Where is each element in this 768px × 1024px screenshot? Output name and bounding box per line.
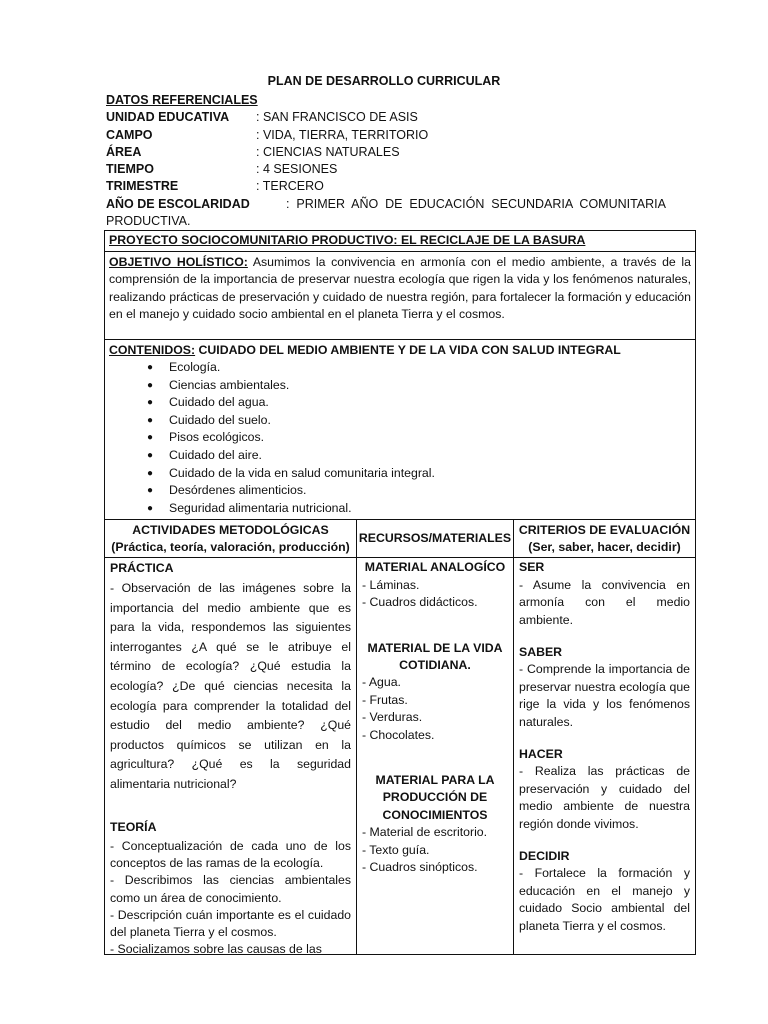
recursos-column: [357, 520, 514, 954]
activities-grid: [105, 520, 695, 954]
header-line: CRITERIOS DE EVALUACIÓN: [518, 522, 691, 537]
ref-label: TRIMESTRE: [106, 179, 179, 194]
referenciales-heading: DATOS REFERENCIALES: [106, 93, 258, 107]
contenidos-title: CUIDADO DEL MEDIO AMBIENTE Y DE LA VIDA CON SALUD INTEGRAL: [195, 342, 621, 357]
anio-label: AÑO DE ESCOLARIDAD: [106, 196, 250, 211]
criterio-title: HACER: [519, 747, 563, 761]
list-item: ● Ciencias ambientales.: [169, 377, 691, 395]
contenidos-label: CONTENIDOS:: [109, 342, 196, 357]
ref-label: UNIDAD EDUCATIVA: [106, 110, 230, 125]
ref-row: [106, 109, 666, 126]
ref-row: [106, 178, 666, 195]
ref-value: : CIENCIAS NATURALES: [256, 144, 400, 159]
criterio-text: - Comprende la importancia de preservar nuestra ecología que rige la vida y los fenómenos naturales.: [519, 662, 690, 729]
ref-value: : VIDA, TIERRA, TERRITORIO: [256, 127, 429, 142]
criterio-title: DECIDIR: [519, 849, 570, 864]
teoria-title: TEORÍA: [110, 820, 157, 835]
criterios-column: [514, 520, 695, 954]
list-item: ● Ecología.: [169, 359, 691, 377]
objetivo-label: OBJETIVO HOLÍSTICO:: [109, 254, 248, 269]
header-line: (Práctica, teoría, valoración, producción): [111, 539, 350, 554]
header-line: (Ser, saber, hacer, decidir): [528, 539, 681, 554]
objetivo-text: Asumimos la convivencia en armonía con el medio ambiente, a través de la comprensión de la importancia de preservar nuestra ecología que rigen la vida y los fenómenos naturales, realizando prácticas de preservación y cuidado de nuestra región, para fortalecer la formación y educación en el manejo y cuidado socio ambiental en el planeta Tierra y el cosmos.: [109, 254, 691, 321]
recurso-item: - Cuadros sinópticos.: [362, 860, 478, 875]
list-item: ● Cuidado del agua.: [169, 394, 691, 412]
header-actividades: [105, 520, 356, 558]
practica-text: - Observación de las imágenes sobre la importancia del medio ambiente que es para la vida, respondemos las siguientes interrogantes ¿A qué se le atribuye el término de ecología? ¿Qué estudia la ecología? ¿De qué ciencias necesita la ecología para comprender la totalidad del estudio del medio ambiente? ¿Qué productos químicos se utilizan en la agricultura? ¿Qué es la seguridad alimentaria nutricional?: [110, 580, 351, 791]
practica-title: PRÁCTICA: [110, 561, 174, 576]
recurso-title: MATERIAL ANALOGÍCO: [364, 560, 506, 575]
plan-table: [104, 230, 696, 955]
ref-label: CAMPO: [106, 127, 153, 142]
ref-value: : SAN FRANCISCO DE ASIS: [256, 110, 418, 125]
criterio-title: SABER: [519, 644, 563, 659]
ref-row: [106, 161, 666, 178]
list-item: ● Cuidado del suelo.: [169, 412, 691, 430]
header-criterios: [514, 520, 695, 558]
anio-escolaridad: [106, 196, 666, 231]
criterios-body: [514, 558, 695, 935]
list-item: ● Pisos ecológicos.: [169, 429, 691, 447]
ref-label: ÁREA: [106, 144, 142, 159]
criterio-text: - Realiza las prácticas de preservación y cuidado del medio ambiente de nuestra región donde vivimos.: [519, 764, 690, 831]
contenidos-list: [109, 359, 691, 517]
list-item: ● Seguridad alimentaria nutricional.: [169, 500, 691, 518]
recurso-item: - Chocolates.: [362, 727, 435, 742]
actividades-column: [105, 520, 357, 954]
anio-value: : PRIMER AÑO DE EDUCACIÓN SECUNDARIA COMUNITARIA PRODUCTIVA.: [106, 196, 666, 229]
recurso-title: MATERIAL DE LA VIDA COTIDIANA.: [367, 640, 503, 672]
teoria-item: - Descripción cuán importante es el cuidado del planeta Tierra y el cosmos.: [110, 907, 351, 940]
teoria-item: - Socializamos sobre las causas de las: [110, 942, 322, 955]
ref-value: : TERCERO: [256, 179, 324, 194]
recursos-body: [357, 558, 513, 876]
header-line: RECURSOS/MATERIALES: [358, 531, 512, 546]
actividades-body: [105, 558, 356, 954]
list-item: ● Cuidado de la vida en salud comunitaria integral.: [169, 465, 691, 483]
ref-row: [106, 144, 666, 161]
recurso-item: - Verduras.: [362, 710, 423, 725]
recurso-item: - Láminas.: [362, 577, 420, 592]
document-title: PLAN DE DESARROLLO CURRICULAR: [267, 74, 501, 88]
ref-value: : 4 SESIONES: [256, 162, 338, 177]
list-item: ● Desórdenes alimenticios.: [169, 482, 691, 500]
header-line: ACTIVIDADES METODOLÓGICAS: [132, 522, 329, 537]
header-recursos: [357, 520, 513, 558]
criterio-text: - Asume la convivencia en armonía con el medio ambiente.: [519, 577, 690, 627]
ref-label: TIEMPO: [106, 162, 154, 177]
criterio-text: - Fortalece la formación y educación en el manejo y cuidado Socio ambiental del planeta Tierra y el cosmos.: [519, 866, 690, 933]
recurso-item: - Frutas.: [362, 692, 408, 707]
ref-row: [106, 127, 666, 144]
datos-referenciales: [106, 92, 666, 230]
recurso-item: - Texto guía.: [362, 842, 430, 857]
teoria-item: - Describimos las ciencias ambientales como un área de conocimiento.: [110, 873, 351, 905]
contenidos: [105, 340, 695, 521]
criterio-title: SER: [519, 560, 545, 575]
teoria-item: - Conceptualización de cada uno de los conceptos de las ramas de la ecología.: [110, 839, 351, 871]
recurso-item: - Cuadros didácticos.: [362, 595, 478, 610]
proyecto-row: PROYECTO SOCIOCOMUNITARIO PRODUCTIVO: EL RECICLAJE DE LA BASURA: [105, 231, 695, 252]
objetivo-holistico: [105, 252, 695, 340]
recurso-title: MATERIAL PARA LA PRODUCCIÓN DE CONOCIMIENTOS: [375, 773, 495, 822]
list-item: ● Cuidado del aire.: [169, 447, 691, 465]
recurso-item: - Material de escritorio.: [362, 825, 488, 840]
recurso-item: - Agua.: [362, 675, 401, 690]
